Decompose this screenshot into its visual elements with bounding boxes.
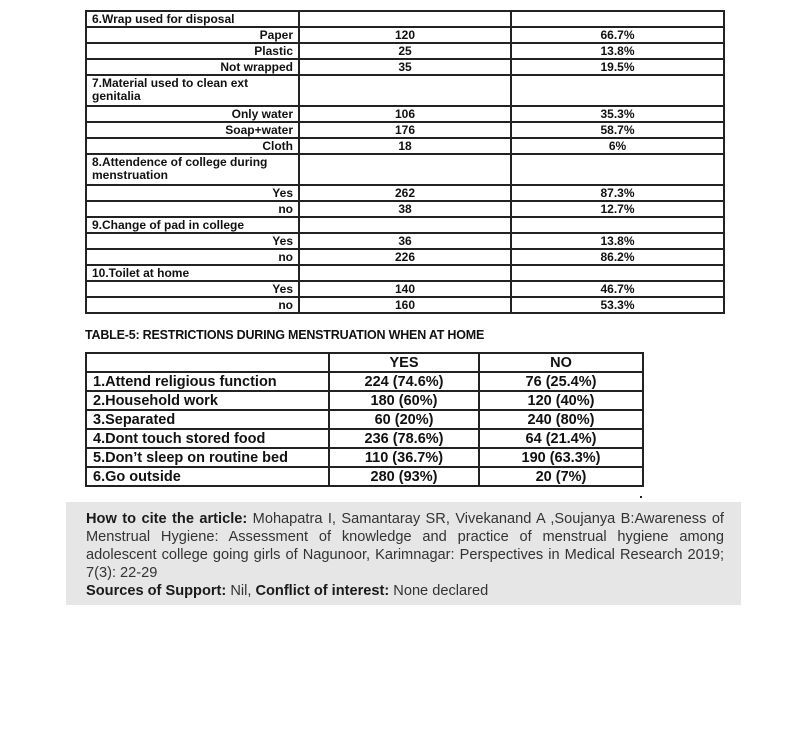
section-header-row	[86, 217, 724, 233]
empty-cell	[511, 75, 724, 106]
percent-cell: 12.7%	[511, 201, 724, 217]
option-label: Not wrapped	[86, 59, 299, 75]
citation-paragraph	[86, 510, 724, 582]
restriction-label: 2.Household work	[86, 391, 329, 410]
section-title: 9.Change of pad in college	[86, 217, 299, 233]
percent-cell: 53.3%	[511, 297, 724, 313]
restrictions-table-body	[86, 353, 643, 486]
table-row	[86, 138, 724, 154]
section-title: 10.Toilet at home	[86, 265, 299, 281]
section-title: 7.Material used to clean ext genitalia	[86, 75, 299, 106]
restriction-label: 4.Dont touch stored food	[86, 429, 329, 448]
option-label: Yes	[86, 233, 299, 249]
support-line	[86, 582, 724, 600]
percent-cell: 13.8%	[511, 233, 724, 249]
hygiene-practices-table-body	[86, 11, 724, 313]
table-row	[86, 185, 724, 201]
header-empty-cell	[86, 353, 329, 372]
conflict-value: None declared	[389, 583, 489, 599]
section-header-row	[86, 154, 724, 185]
yes-cell: 180 (60%)	[329, 391, 479, 410]
option-label: Paper	[86, 27, 299, 43]
section-title: 8.Attendence of college during menstruation	[86, 154, 299, 185]
support-label: Sources of Support:	[86, 583, 227, 599]
restrictions-table	[85, 352, 644, 487]
yes-cell: 60 (20%)	[329, 410, 479, 429]
percent-cell: 35.3%	[511, 106, 724, 122]
count-cell: 140	[299, 281, 511, 297]
table-row	[86, 372, 643, 391]
percent-cell: 86.2%	[511, 249, 724, 265]
percent-cell: 19.5%	[511, 59, 724, 75]
table-row	[86, 429, 643, 448]
percent-cell: 13.8%	[511, 43, 724, 59]
header-yes: YES	[329, 353, 479, 372]
count-cell: 18	[299, 138, 511, 154]
table5-caption: TABLE-5: RESTRICTIONS DURING MENSTRUATION WHEN AT HOME	[85, 328, 485, 342]
empty-cell	[511, 217, 724, 233]
empty-cell	[511, 265, 724, 281]
count-cell: 262	[299, 185, 511, 201]
table-row	[86, 467, 643, 486]
table-row	[86, 27, 724, 43]
table-row	[86, 410, 643, 429]
restriction-label: 5.Don’t sleep on routine bed	[86, 448, 329, 467]
option-label: Cloth	[86, 138, 299, 154]
no-cell: 76 (25.4%)	[479, 372, 643, 391]
option-label: Plastic	[86, 43, 299, 59]
empty-cell	[511, 11, 724, 27]
empty-cell	[299, 154, 511, 185]
yes-cell: 224 (74.6%)	[329, 372, 479, 391]
percent-cell: 66.7%	[511, 27, 724, 43]
option-label: no	[86, 297, 299, 313]
table-row	[86, 391, 643, 410]
table-row	[86, 43, 724, 59]
empty-cell	[299, 265, 511, 281]
yes-cell: 110 (36.7%)	[329, 448, 479, 467]
table-row	[86, 233, 724, 249]
empty-cell	[299, 11, 511, 27]
no-cell: 120 (40%)	[479, 391, 643, 410]
count-cell: 38	[299, 201, 511, 217]
table-row	[86, 59, 724, 75]
stray-dot	[640, 496, 642, 498]
option-label: Only water	[86, 106, 299, 122]
support-value: Nil,	[226, 583, 256, 599]
table-row	[86, 448, 643, 467]
count-cell: 25	[299, 43, 511, 59]
count-cell: 36	[299, 233, 511, 249]
hygiene-practices-table	[85, 10, 725, 314]
table-row	[86, 249, 724, 265]
count-cell: 120	[299, 27, 511, 43]
percent-cell: 46.7%	[511, 281, 724, 297]
count-cell: 35	[299, 59, 511, 75]
count-cell: 226	[299, 249, 511, 265]
citation-label: How to cite the article:	[86, 511, 248, 527]
count-cell: 160	[299, 297, 511, 313]
table-row	[86, 106, 724, 122]
percent-cell: 6%	[511, 138, 724, 154]
no-cell: 20 (7%)	[479, 467, 643, 486]
header-no: NO	[479, 353, 643, 372]
option-label: Soap+water	[86, 122, 299, 138]
table-row	[86, 281, 724, 297]
table-row	[86, 201, 724, 217]
table-row	[86, 122, 724, 138]
percent-cell: 58.7%	[511, 122, 724, 138]
restrictions-header-row	[86, 353, 643, 372]
percent-cell: 87.3%	[511, 185, 724, 201]
conflict-label: Conflict of interest:	[255, 583, 390, 599]
no-cell: 240 (80%)	[479, 410, 643, 429]
table-row	[86, 297, 724, 313]
option-label: Yes	[86, 281, 299, 297]
section-header-row	[86, 75, 724, 106]
restriction-label: 1.Attend religious function	[86, 372, 329, 391]
citation-box	[66, 502, 741, 605]
option-label: no	[86, 201, 299, 217]
option-label: Yes	[86, 185, 299, 201]
restriction-label: 3.Separated	[86, 410, 329, 429]
section-title: 6.Wrap used for disposal	[86, 11, 299, 27]
yes-cell: 280 (93%)	[329, 467, 479, 486]
empty-cell	[299, 75, 511, 106]
yes-cell: 236 (78.6%)	[329, 429, 479, 448]
citation-text: Mohapatra I, Samantaray SR, Vivekanand A ,Soujanya B:Awareness of Menstrual Hygiene: Assessment of knowledge and practice of menstrual hygiene among adolescent college going girls of Nagunoor, Karimnagar: Perspectives in Medical Research 2019; 7(3): 22-29	[86, 511, 724, 581]
option-label: no	[86, 249, 299, 265]
section-header-row	[86, 11, 724, 27]
no-cell: 64 (21.4%)	[479, 429, 643, 448]
section-header-row	[86, 265, 724, 281]
empty-cell	[511, 154, 724, 185]
count-cell: 106	[299, 106, 511, 122]
empty-cell	[299, 217, 511, 233]
restriction-label: 6.Go outside	[86, 467, 329, 486]
no-cell: 190 (63.3%)	[479, 448, 643, 467]
count-cell: 176	[299, 122, 511, 138]
